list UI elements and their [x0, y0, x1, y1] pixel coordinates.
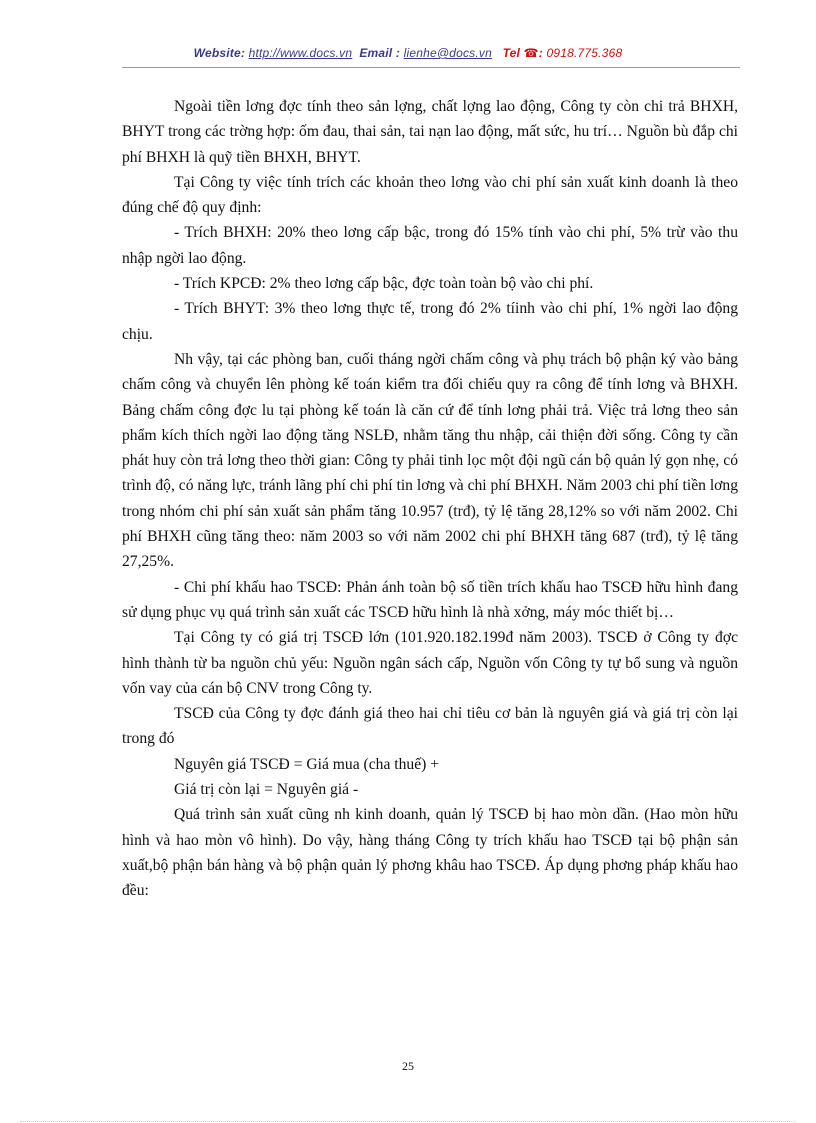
- website-label: Website: [193, 46, 241, 60]
- paragraph-5: - Trích BHYT: 3% theo lơng thực tế, trong đó 2% tíinh vào chi phí, 1% ngời lao động chịu.: [122, 300, 738, 343]
- paragraph-12: Quá trình sản xuất cũng nh kinh doanh, quản lý TSCĐ bị hao mòn dần. (Hao mòn hữu hình và hao mòn vô hình). Do vậy, hàng tháng Công ty trích khấu hao TSCĐ tại bộ phận sản xuất,bộ phận bán hàng và bộ phận quản lý phơng khâu hao TSCĐ. Áp dụng phơng pháp khấu hao đều:: [122, 806, 738, 900]
- tel-label: Tel: [502, 46, 521, 60]
- tel-number: 0918.775.368: [546, 46, 623, 60]
- paragraph-1: Ngoài tiền lơng đợc tính theo sản lợng, chất lợng lao động, Công ty còn chi trả BHXH, BHYT trong các trờng hợp: ốm đau, thai sản, tai nạn lao động, mất sức, hu trí… Nguồn bù đắp chi phí BHXH là quỹ tiền BHXH, BHYT.: [122, 98, 738, 166]
- page-number: 25: [402, 1059, 414, 1073]
- document-body: [122, 94, 738, 904]
- paragraph-6: Nh vậy, tại các phòng ban, cuối tháng ngời chấm công và phụ trách bộ phận ký vào bảng chấm công và chuyển lên phòng kế toán kiểm tra đối chiếu quy ra công để tính lơng và BHXH. Bảng chấm công đợc lu tại phòng kế toán là căn cứ để tính lơng phải trả. Việc trả lơng theo sản phẩm kích thích ngời lao động tăng NSLĐ, nhằm tăng thu nhập, cải thiện đời sống. Công ty cần phát huy còn trả lơng theo thời gian: Công ty phải tinh lọc một đội ngũ cán bộ quản lý gọn nhẹ, có trình độ, có năng lực, tránh lãng phí chi phí tin lơng và chi phí BHXH. Năm 2003 chi phí tiền lơng trong nhóm chi phí sản xuất sản phẩm tăng 10.957 (trđ), tỷ lệ tăng 28,12% so với năm 2002. Chi phí BHXH cũng tăng theo: năm 2003 so với năm 2002 chi phí BHXH tăng 687 (trđ), tỷ lệ tăng 27,25%.: [122, 350, 738, 571]
- page-header: [0, 46, 816, 66]
- paragraph-4: - Trích KPCĐ: 2% theo lơng cấp bậc, đợc toàn toàn bộ vào chi phí.: [174, 275, 594, 293]
- email-link[interactable]: lienhe@docs.vn: [403, 46, 492, 60]
- email-label: Email: [359, 46, 393, 60]
- formula-original-cost: Nguyên giá TSCĐ = Giá mua (cha thuế) +: [174, 755, 440, 773]
- paragraph-8: Tại Công ty có giá trị TSCĐ lớn (101.920.182.199đ năm 2003). TSCĐ ở Công ty đợc hình thành từ ba nguồn chủ yếu: Nguồn ngân sách cấp, Nguồn vốn Công ty tự bổ sung và nguồn vốn vay của cán bộ CNV trong Công ty.: [122, 629, 738, 697]
- paragraph-7: - Chi phí khấu hao TSCĐ: Phản ánh toàn bộ số tiền trích khấu hao TSCĐ hữu hình đang sử dụng phục vụ quá trình sản xuất các TSCĐ hữu hình là nhà xởng, máy móc thiết bị…: [122, 578, 738, 621]
- website-link[interactable]: http://www.docs.vn: [248, 46, 353, 60]
- paragraph-3: - Trích BHXH: 20% theo lơng cấp bậc, trong đó 15% tính vào chi phí, 5% trừ vào thu nhập ngời lao động.: [122, 224, 738, 267]
- email-separator: :: [392, 46, 404, 60]
- paragraph-9: TSCĐ của Công ty đợc đánh giá theo hai chỉ tiêu cơ bản là nguyên giá và giá trị còn lại trong đó: [122, 705, 738, 748]
- header-divider: [122, 67, 740, 68]
- paragraph-2: Tại Công ty việc tính trích các khoản theo lơng vào chi phí sản xuất kinh doanh là theo đúng chế độ quy định:: [122, 173, 738, 217]
- tel-separator: :: [538, 46, 547, 60]
- page-bottom-divider: [20, 1121, 796, 1122]
- formula-residual-value: Giá trị còn lại = Nguyên giá -: [174, 781, 359, 799]
- website-separator: :: [240, 46, 249, 60]
- phone-icon: ☎: [523, 46, 539, 60]
